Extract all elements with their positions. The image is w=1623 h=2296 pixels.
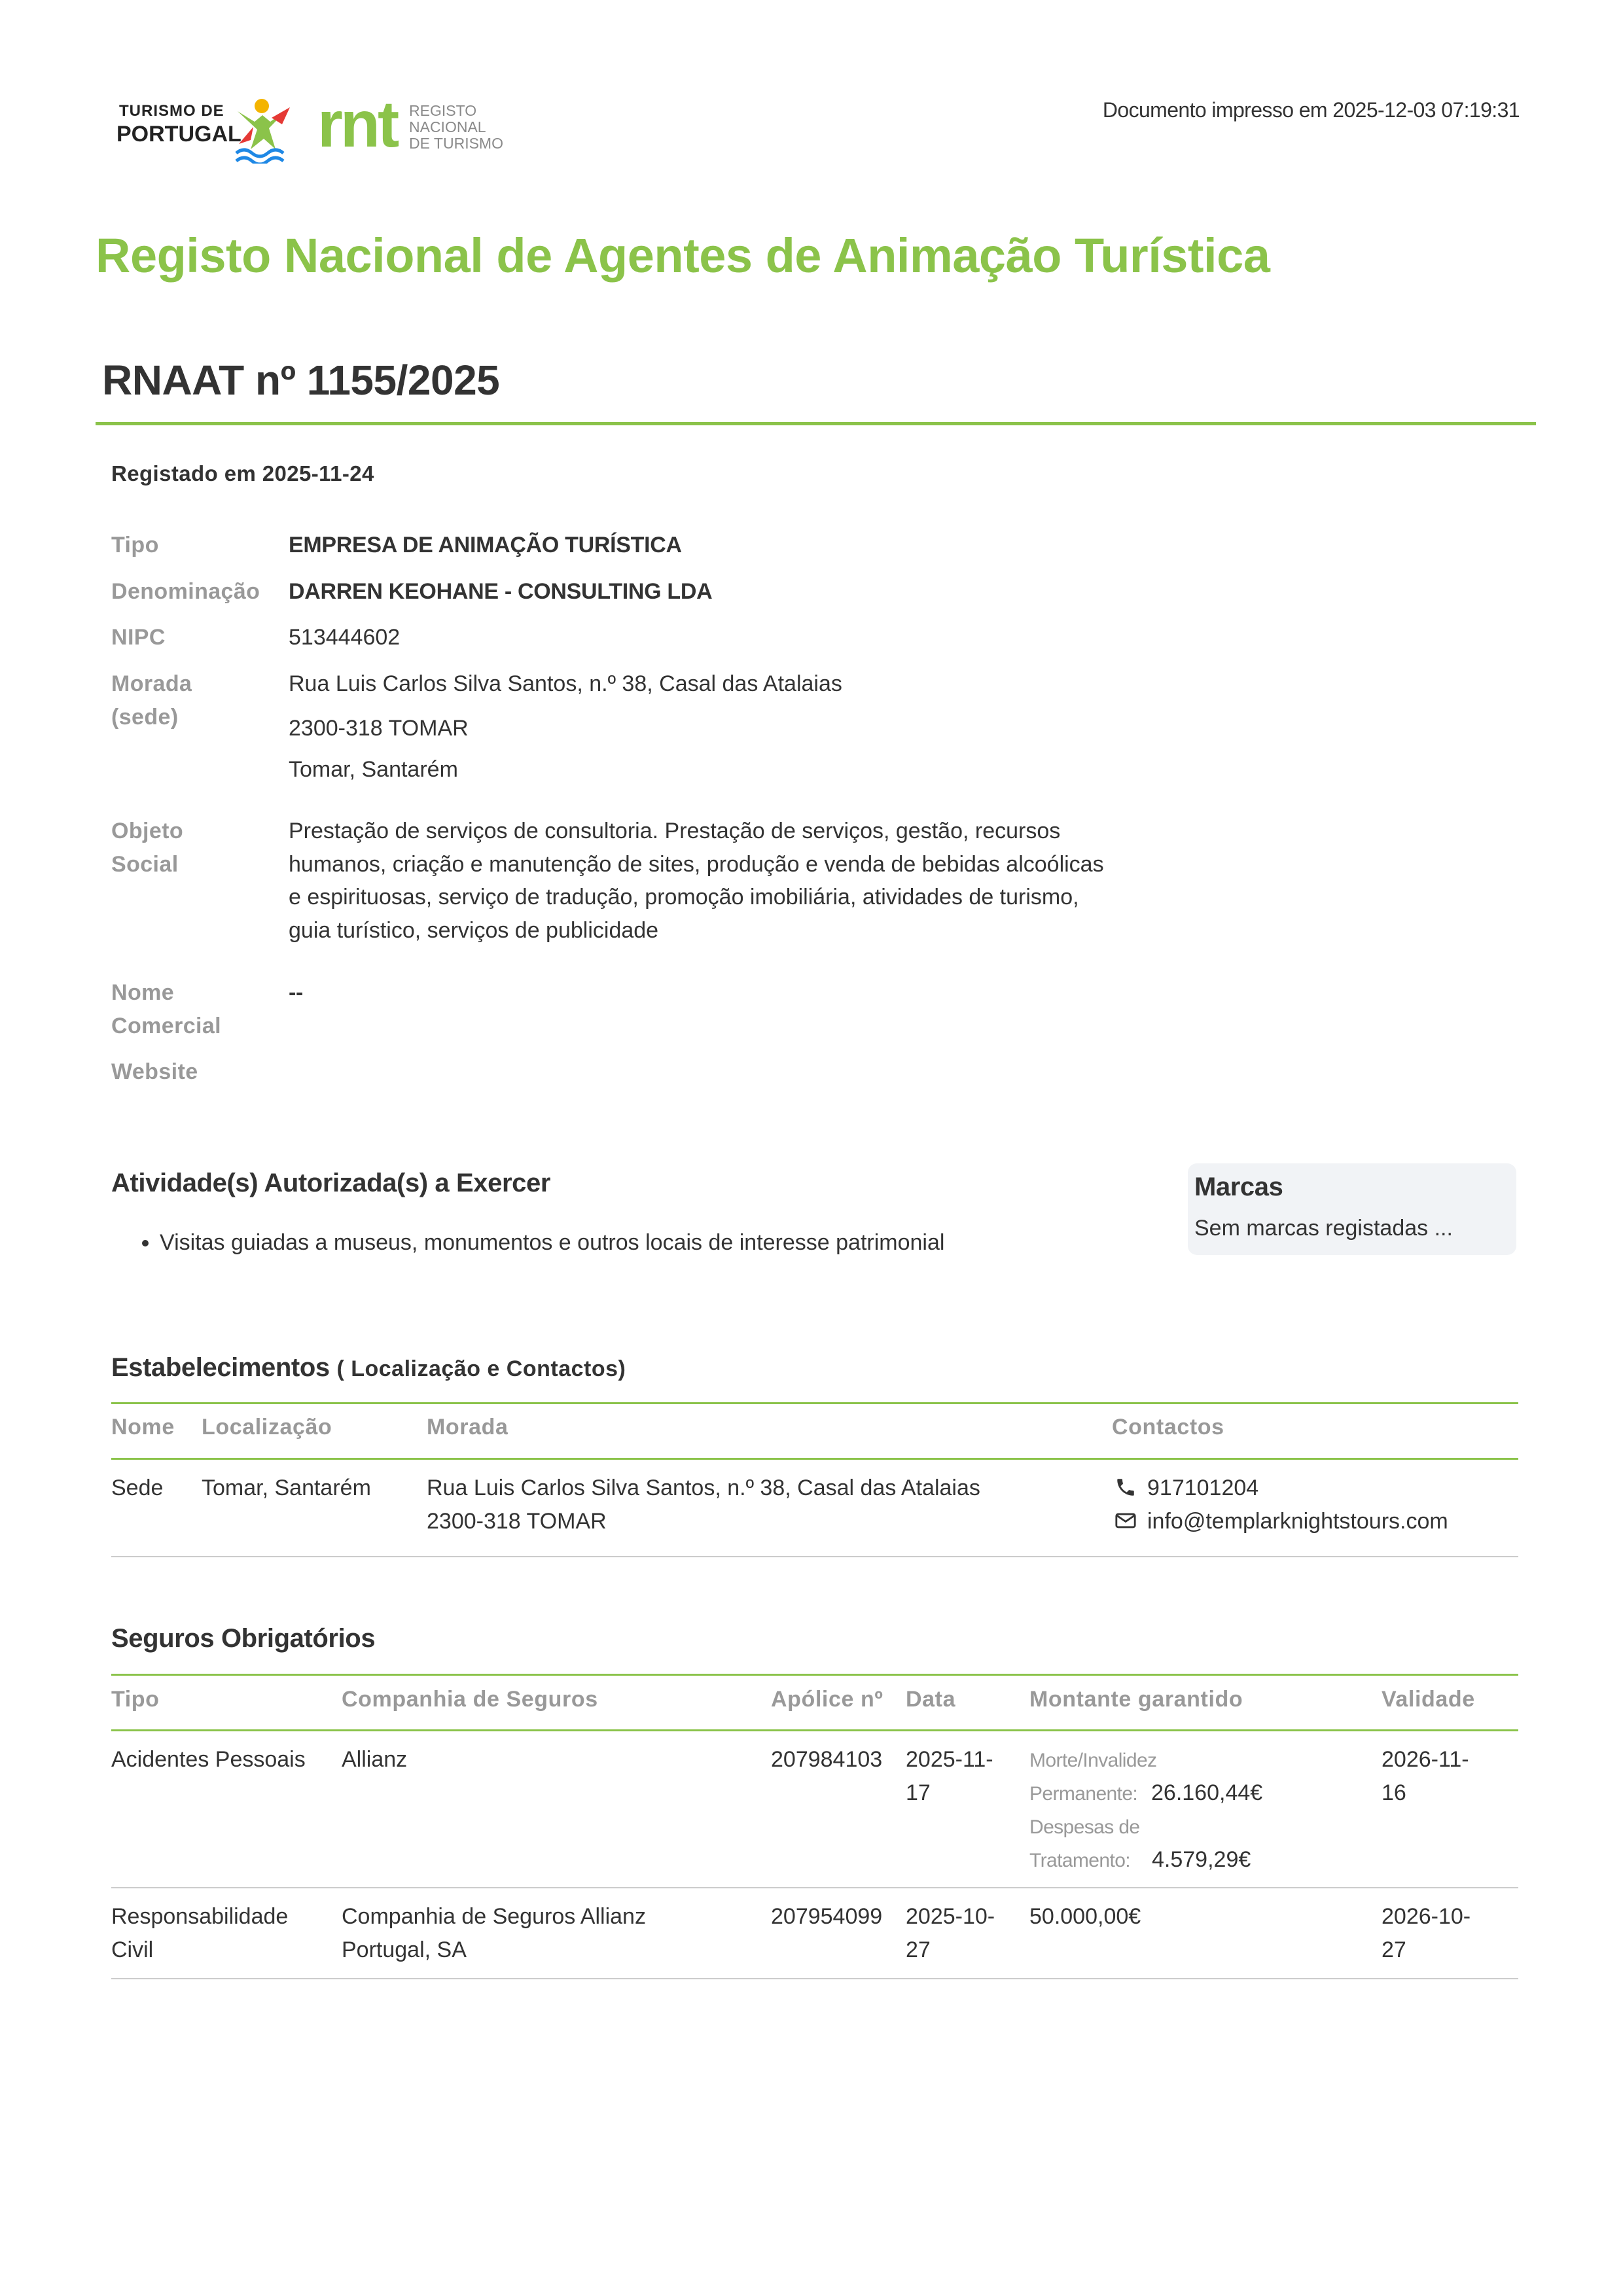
seguros-top-rule <box>111 1674 1518 1676</box>
morada-line2: 2300-318 TOMAR <box>289 716 469 741</box>
objeto-line1: Prestação de serviços de consultoria. Prestação de serviços, gestão, recursos <box>289 819 1061 843</box>
seguro1-montante-label2b: Tratamento: <box>1029 1850 1131 1871</box>
seguro1-montante-value1: 26.160,44€ <box>1151 1780 1263 1805</box>
marcas-box <box>1188 1163 1516 1255</box>
estabelecimentos-title: Estabelecimentos <box>111 1353 330 1382</box>
morada-label-line1: Morada <box>111 671 192 696</box>
estab-nome: Sede <box>111 1475 164 1500</box>
phone-icon <box>1115 1476 1137 1498</box>
seguro2-data-line2: 27 <box>906 1937 931 1962</box>
rnaat-number: RNAAT nº 1155/2025 <box>102 357 500 404</box>
objeto-line2: humanos, criação e manutenção de sites, produção e venda de bebidas alcoólicas <box>289 852 1104 877</box>
col-apolice: Apólice nº <box>771 1687 883 1712</box>
seguro2-validade-line1: 2026-10- <box>1382 1904 1471 1929</box>
morada-line3: Tomar, Santarém <box>289 757 458 782</box>
seguro1-companhia: Allianz <box>342 1747 408 1772</box>
denominacao-value: DARREN KEOHANE - CONSULTING LDA <box>289 579 713 604</box>
seguro2-validade-line2: 27 <box>1382 1937 1406 1962</box>
estab-morada-line1: Rua Luis Carlos Silva Santos, n.º 38, Casal das Atalaias <box>427 1475 980 1500</box>
marcas-text: Sem marcas registadas ... <box>1194 1216 1453 1241</box>
email-address: info@templarknightstours.com <box>1147 1509 1448 1534</box>
rnt-line3: DE TURISMO <box>409 135 503 152</box>
col-validade: Validade <box>1382 1687 1475 1712</box>
rnt-line2: NACIONAL <box>409 118 486 135</box>
objeto-line4: guia turístico, serviços de publicidade <box>289 918 659 943</box>
table-bottom-rule <box>111 1556 1518 1557</box>
objeto-label-line2: Social <box>111 852 179 877</box>
turismo-de-portugal-logo <box>116 98 313 164</box>
seguro2-tipo-line2: Civil <box>111 1937 154 1962</box>
objeto-label-line1: Objeto <box>111 819 184 843</box>
seguro2-tipo-line1: Responsabilidade <box>111 1904 289 1929</box>
col-montante: Montante garantido <box>1029 1687 1243 1712</box>
seguros-bottom-rule <box>111 1978 1518 1979</box>
col-contactos: Contactos <box>1112 1415 1224 1439</box>
estabelecimentos-heading <box>111 1353 626 1383</box>
seguro1-tipo: Acidentes Pessoais <box>111 1747 306 1772</box>
rnt-line1: REGISTO <box>409 102 477 119</box>
seguro1-apolice: 207984103 <box>771 1747 883 1772</box>
estab-email[interactable] <box>1115 1505 1448 1538</box>
rnt-logo <box>317 88 527 161</box>
envelope-icon <box>1115 1510 1137 1532</box>
logo-tp-line1: TURISMO DE <box>119 102 224 120</box>
nipc-label: NIPC <box>111 625 166 650</box>
seguro1-montante-value2: 4.579,29€ <box>1152 1847 1251 1872</box>
phone-number: 917101204 <box>1147 1475 1259 1500</box>
tipo-value: EMPRESA DE ANIMAÇÃO TURÍSTICA <box>289 533 682 557</box>
website-label: Website <box>111 1059 198 1084</box>
list-item: • Visitas guiadas a museus, monumentos e outros locais de interesse patrimonial <box>160 1230 944 1256</box>
col-tipo: Tipo <box>111 1687 160 1712</box>
col-localizacao: Localização <box>202 1415 332 1439</box>
seguro2-data-line1: 2025-10- <box>906 1904 995 1929</box>
seguro2-apolice: 207954099 <box>771 1904 883 1929</box>
marcas-heading: Marcas <box>1194 1173 1283 1201</box>
col-morada: Morada <box>427 1415 508 1439</box>
col-nome: Nome <box>111 1415 175 1439</box>
morada-label-line2: (sede) <box>111 705 179 730</box>
morada-line1: Rua Luis Carlos Silva Santos, n.º 38, Casal das Atalaias <box>289 671 842 696</box>
seguro2-companhia-line1: Companhia de Seguros Allianz <box>342 1904 646 1929</box>
col-data: Data <box>906 1687 956 1712</box>
estabelecimentos-subtitle: ( Localização e Contactos) <box>336 1356 626 1381</box>
rnt-mark: rnt <box>317 88 397 161</box>
estab-phone[interactable] <box>1115 1472 1258 1505</box>
seguro1-validade-line2: 16 <box>1382 1780 1406 1805</box>
denominacao-label: Denominação <box>111 579 260 604</box>
nome-comercial-label-line1: Nome <box>111 980 175 1005</box>
nome-comercial-label-line2: Comercial <box>111 1014 222 1038</box>
nipc-value: 513444602 <box>289 625 401 650</box>
seguro1-data-line2: 17 <box>906 1780 931 1805</box>
logo-tp-line2: PORTUGAL <box>116 122 241 147</box>
estab-morada-line2: 2300-318 TOMAR <box>427 1509 607 1534</box>
seguro1-montante-label1b: Permanente: <box>1029 1783 1138 1805</box>
estab-localizacao: Tomar, Santarém <box>202 1475 371 1500</box>
seguro1-montante-label1a: Morte/Invalidez <box>1029 1750 1157 1771</box>
atividades-list <box>118 1230 944 1256</box>
seguro1-validade-line1: 2026-11- <box>1382 1747 1469 1772</box>
title-divider <box>96 422 1536 425</box>
seguro1-montante-label2a: Despesas de <box>1029 1816 1140 1838</box>
seguro2-montante: 50.000,00€ <box>1029 1904 1141 1929</box>
page-title: Registo Nacional de Agentes de Animação Turística <box>96 228 1270 283</box>
objeto-line3: e espirituosas, serviço de tradução, promoção imobiliária, atividades de turismo, <box>289 885 1079 910</box>
seguro1-data-line1: 2025-11- <box>906 1747 993 1772</box>
nome-comercial-value: -- <box>289 980 304 1005</box>
atividades-heading: Atividade(s) Autorizada(s) a Exercer <box>111 1169 550 1197</box>
seguros-heading: Seguros Obrigatórios <box>111 1624 376 1653</box>
table-top-rule <box>111 1402 1518 1404</box>
tipo-label: Tipo <box>111 533 159 557</box>
table-header-rule <box>111 1458 1518 1460</box>
col-companhia: Companhia de Seguros <box>342 1687 598 1712</box>
seguros-row-divider <box>111 1887 1518 1888</box>
registration-date: Registado em 2025-11-24 <box>111 461 374 486</box>
printed-timestamp: Documento impresso em 2025-12-03 07:19:31 <box>1102 98 1520 122</box>
seguro2-companhia-line2: Portugal, SA <box>342 1937 467 1962</box>
turismo-emblem-icon <box>231 98 313 164</box>
seguros-header-rule <box>111 1729 1518 1731</box>
